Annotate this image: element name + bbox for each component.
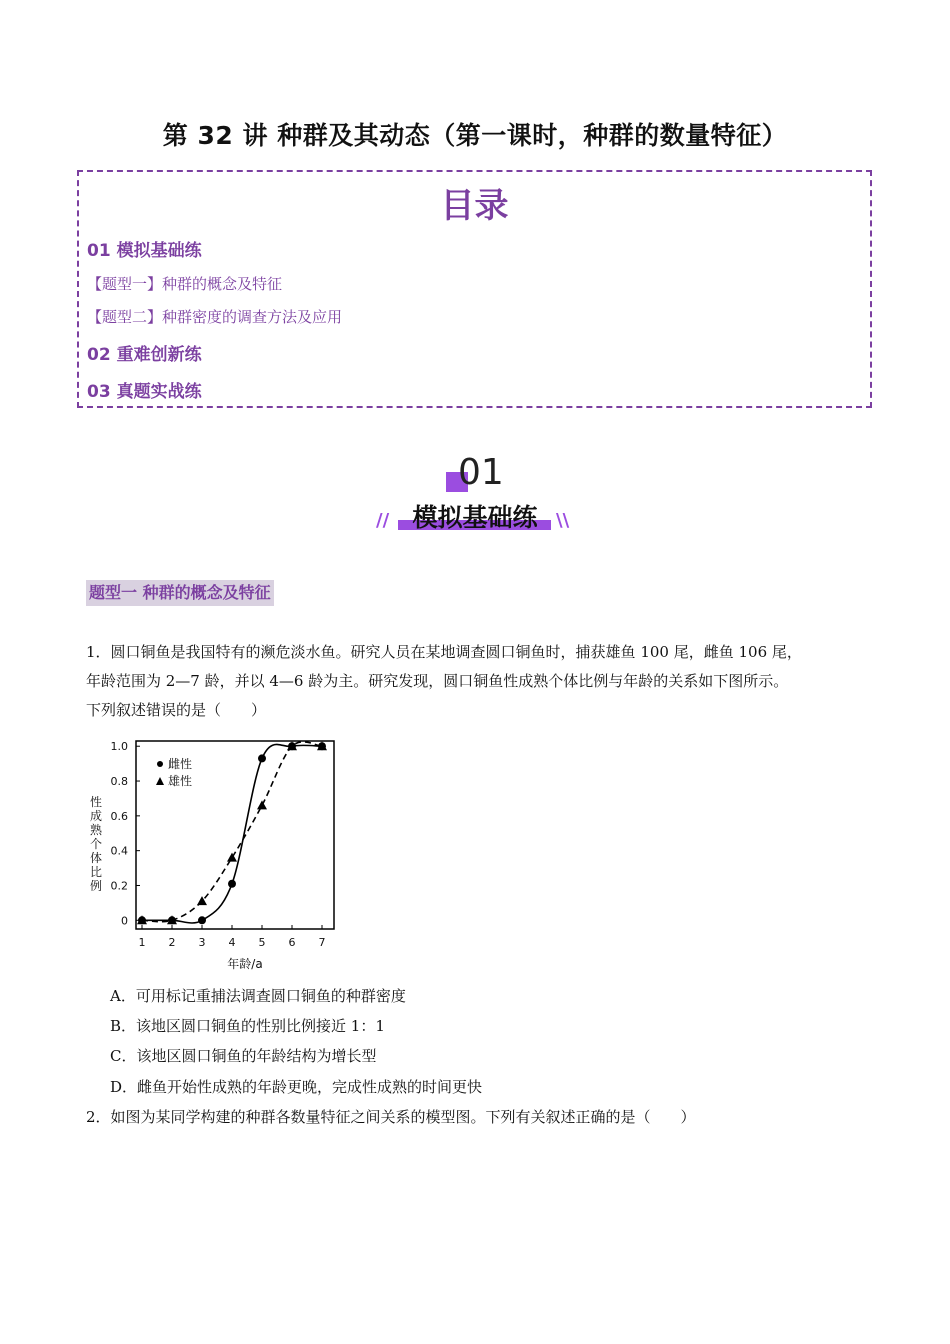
y-axis-label-char: 体 [89, 851, 103, 865]
y-axis-label-char: 比 [89, 865, 103, 879]
x-axis-label: 年龄/a [227, 957, 263, 971]
y-axis-label-char: 性 [89, 795, 103, 809]
x-tick-label: 1 [138, 936, 146, 949]
slash-left-decoration: // [376, 510, 390, 531]
data-point-female [228, 880, 236, 888]
data-point-male [257, 800, 267, 809]
table-of-contents [77, 170, 872, 408]
y-tick-label: 0 [121, 914, 128, 928]
x-tick-label: 5 [258, 936, 266, 949]
toc-item-03[interactable]: 03 真题实战练 [87, 382, 202, 402]
section-title: 模拟基础练 [412, 503, 538, 532]
x-tick-label: 3 [198, 936, 206, 949]
data-point-female [198, 916, 206, 924]
toc-item-type2[interactable]: 【题型二】种群密度的调查方法及应用 [87, 308, 343, 326]
y-tick-label: 0.8 [110, 775, 128, 789]
slash-right-decoration: \\ [556, 510, 570, 531]
option-c[interactable]: C．该地区圆口铜鱼的年龄结构为增长型 [110, 1047, 377, 1065]
y-tick-label: 0.4 [110, 844, 128, 858]
series-line-female [142, 744, 322, 923]
question-2-stem: 2．如图为某同学构建的种群各数量特征之间关系的模型图。下列有关叙述正确的是（ ） [86, 1108, 696, 1126]
data-point-male [227, 853, 237, 862]
legend-marker-male [156, 777, 164, 785]
y-tick-label: 0.6 [110, 809, 128, 823]
legend-marker-female [157, 761, 163, 767]
toc-item-02[interactable]: 02 重难创新练 [87, 345, 202, 365]
question-1-line: 1．圆口铜鱼是我国特有的濒危淡水鱼。研究人员在某地调查圆口铜鱼时，捕获雄鱼 100 尾，雌鱼 106 尾， [86, 643, 802, 661]
y-axis-label-char: 例 [89, 879, 103, 893]
plot-frame [136, 741, 334, 929]
y-axis-label-char: 成 [89, 809, 103, 823]
x-tick-label: 2 [168, 936, 176, 949]
legend-label: 雌性 [168, 757, 193, 771]
x-tick-label: 4 [228, 936, 236, 949]
page-title: 第 32 讲 种群及其动态（第一课时，种群的数量特征） [162, 121, 788, 150]
maturity-chart [84, 734, 354, 974]
y-axis-label-char: 个 [89, 837, 103, 851]
question-type-heading: 题型一 种群的概念及特征 [86, 580, 274, 606]
section-number: 01 [458, 452, 504, 493]
toc-item-01[interactable]: 01 模拟基础练 [87, 241, 202, 261]
y-tick-label: 0.2 [110, 879, 128, 893]
data-point-female [258, 754, 266, 762]
toc-item-type1[interactable]: 【题型一】种群的概念及特征 [87, 275, 283, 293]
y-axis-label-char: 熟 [89, 823, 103, 837]
option-a[interactable]: A．可用标记重捕法调查圆口铜鱼的种群密度 [110, 987, 406, 1005]
question-1-stem [86, 638, 866, 725]
toc-heading: 目录 [440, 186, 509, 226]
question-1-line: 年龄范围为 2—7 龄，并以 4—6 龄为主。研究发现，圆口铜鱼性成熟个体比例与年龄的关系如下图所示。 [86, 672, 789, 690]
y-tick-label: 1.0 [110, 740, 128, 754]
option-b[interactable]: B．该地区圆口铜鱼的性别比例接近 1：1 [110, 1017, 385, 1035]
legend-label: 雄性 [168, 774, 193, 788]
x-tick-label: 7 [318, 936, 326, 949]
question-1-line: 下列叙述错误的是（ ） [86, 701, 267, 719]
x-tick-label: 6 [288, 936, 296, 949]
option-d[interactable]: D．雌鱼开始性成熟的年龄更晚，完成性成熟的时间更快 [110, 1078, 483, 1096]
